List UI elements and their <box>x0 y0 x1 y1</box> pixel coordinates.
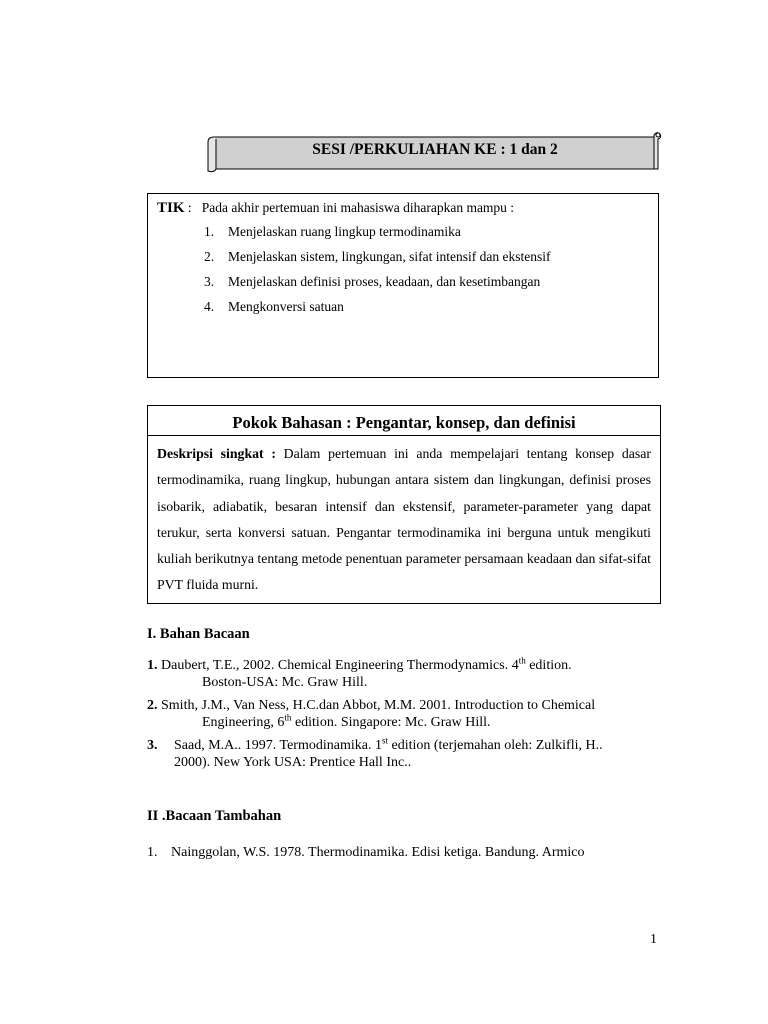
list-item <box>204 298 550 323</box>
session-title: SESI /PERKULIAHAN KE : 1 dan 2 <box>312 141 558 158</box>
description-label: Deskripsi singkat : <box>157 446 276 461</box>
session-banner <box>206 131 664 173</box>
item-number: 4. <box>204 299 215 314</box>
reference-text: Saad, M.A.. 1997. Termodinamika. 1 <box>174 738 382 753</box>
reference-text: Daubert, T.E., 2002. Chemical Engineering Thermodynamics. 4 <box>161 658 519 673</box>
section-heading-tambahan: II .Bacaan Tambahan <box>147 808 282 824</box>
item-number: 2. <box>204 249 215 264</box>
reference-text: edition. <box>525 658 572 673</box>
reference-number: 2. <box>147 698 158 713</box>
reference-text: Smith, J.M., Van Ness, H.C.dan Abbot, M.M. 2001. Introduction to Chemical <box>161 698 596 713</box>
item-number: 1. <box>147 845 158 860</box>
superscript: st <box>381 735 388 746</box>
reference-item <box>147 737 667 771</box>
list-item <box>204 223 550 248</box>
reference-text: edition. Singapore: Mc. Graw Hill. <box>291 715 491 730</box>
item-text: Nainggolan, W.S. 1978. Thermodinamika. Edisi ketiga. Bandung. Armico <box>171 845 585 860</box>
superscript: th <box>284 712 292 723</box>
reference-text: Engineering, 6 <box>202 715 285 730</box>
tik-separator: : <box>184 200 192 215</box>
tik-header <box>157 200 514 217</box>
item-number: 3. <box>204 274 215 289</box>
pokok-description <box>157 441 651 599</box>
reference-number: 3. <box>147 738 158 753</box>
reference-item <box>147 697 667 731</box>
item-number: 1. <box>204 224 215 239</box>
item-text: Mengkonversi satuan <box>228 299 344 314</box>
tik-intro: Pada akhir pertemuan ini mahasiswa diharapkan mampu : <box>201 200 515 215</box>
reference-text: edition (terjemahan oleh: Zulkifli, H.. <box>387 738 603 753</box>
tik-label: TIK <box>157 200 185 216</box>
reference-continuation <box>147 714 667 731</box>
tik-list <box>204 223 550 323</box>
reference-continuation: Boston-USA: Mc. Graw Hill. <box>202 675 368 690</box>
reference-continuation: 2000). New York USA: Prentice Hall Inc.. <box>174 755 412 770</box>
item-text: Menjelaskan definisi proses, keadaan, dan kesetimbangan <box>228 274 541 289</box>
pokok-bahasan-box <box>147 405 661 604</box>
reference-number: 1. <box>147 658 158 673</box>
reference-list <box>147 657 667 777</box>
description-text: Dalam pertemuan ini anda mempelajari tentang konsep dasar termodinamika, ruang lingkup, hubungan antara sistem dan lingkungan, definisi proses isobarik, adiabatik, besaran intensif dan ekstensif, parameter-parameter yang dapat terukur, serta konversi satuan. Pengantar termodinamika ini berguna untuk mengikuti kuliah berikutnya tentang metode penentuan parameter persamaan keadaan dan sifat-sifat PVT fluida murni. <box>157 446 651 593</box>
list-item <box>147 845 584 861</box>
tik-box <box>147 193 659 378</box>
divider <box>148 435 660 436</box>
list-item <box>204 248 550 273</box>
page-number: 1 <box>650 932 657 947</box>
item-text: Menjelaskan sistem, lingkungan, sifat intensif dan ekstensif <box>228 249 551 264</box>
reference-item <box>147 657 667 691</box>
section-heading-bahan: I. Bahan Bacaan <box>147 626 250 642</box>
superscript: th <box>518 655 526 666</box>
pokok-title: Pokok Bahasan : Pengantar, konsep, dan definisi <box>232 413 576 432</box>
list-item <box>204 273 550 298</box>
item-text: Menjelaskan ruang lingkup termodinamika <box>228 224 461 239</box>
